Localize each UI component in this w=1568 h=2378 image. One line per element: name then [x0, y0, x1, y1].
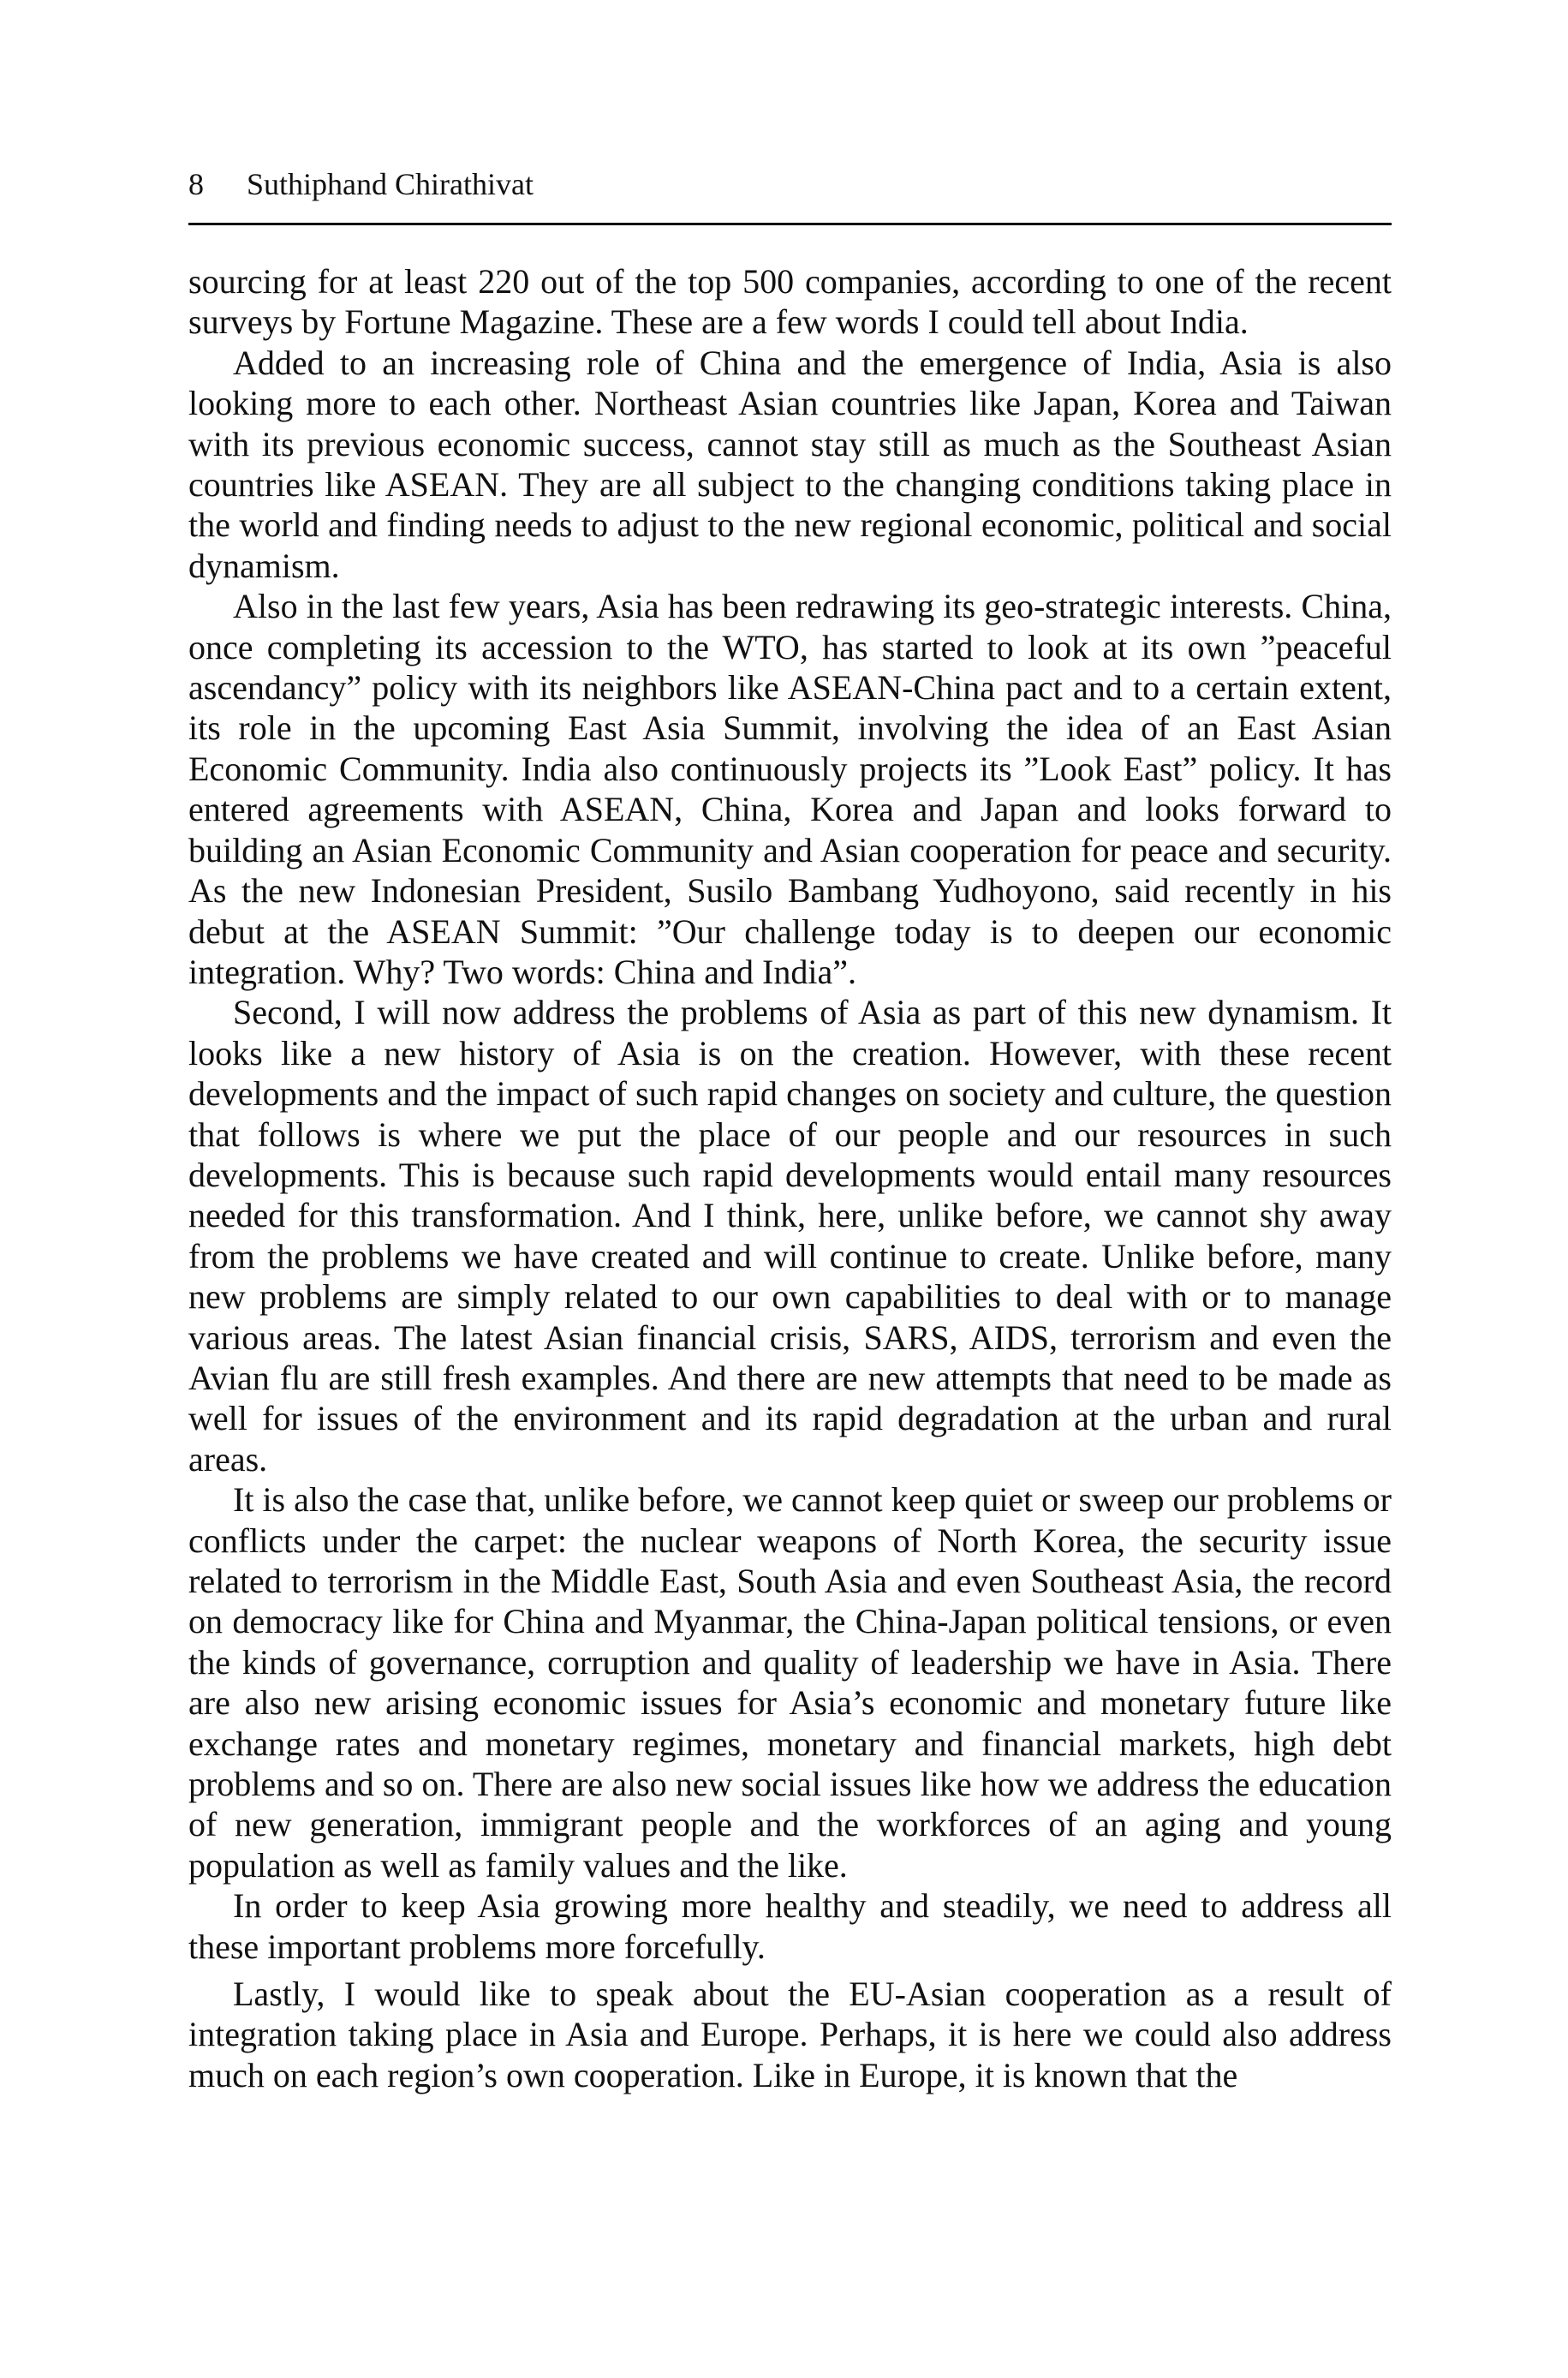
paragraph-6: In order to keep Asia growing more healthy and steadily, we need to address all these important problems more forcefully. [188, 1886, 1392, 1966]
paragraph-3: Also in the last few years, Asia has been redrawing its geo-strategic interests. China, once completing its accession to the WTO, has started to look at its own ”peaceful ascendancy” policy with its neighbors like ASEAN-China pact and to a certain extent, its role in the upcoming East Asia Summit, involving the idea of an East Asian Economic Community. India also continuously projects its ”Look East” policy. It has entered agreements with ASEAN, China, Korea and Japan and looks forward to building an Asian Economic Community and Asian cooperation for peace and security. As the new Indonesian President, Susilo Bambang Yudhoyono, said recently in his debut at the ASEAN Summit: ”Our challenge today is to deepen our economic integration. Why? Two words: China and India”. [188, 587, 1392, 991]
body-text [188, 261, 1392, 2095]
running-header [188, 165, 1392, 203]
paragraph-2: Added to an increasing role of China and the emergence of India, Asia is also looking more to each other. Northeast Asian countries like Japan, Korea and Taiwan with its previous economic success, cannot stay still as much as the Southeast Asian countries like ASEAN. They are all subject to the changing conditions taking place in the world and finding needs to adjust to the new regional economic, political and social dynamism. [188, 343, 1392, 585]
paragraph-7: Lastly, I would like to speak about the EU-Asian cooperation as a result of integration taking place in Asia and Europe. Perhaps, it is here we could also address much on each region’s own cooperation. Like in Europe, it is known that the [188, 1975, 1392, 2094]
running-head-author: Suthiphand Chirathivat [247, 167, 534, 201]
page-number: 8 [188, 167, 204, 201]
paragraph-5: It is also the case that, unlike before, we cannot keep quiet or sweep our problems or conflicts under the carpet: the nuclear weapons of North Korea, the security issue related to terrorism in the Middle East, South Asia and even Southeast Asia, the record on democracy like for China and Myanmar, the China-Japan political tensions, or even the kinds of governance, corruption and quality of leadership we have in Asia. There are also new arising economic issues for Asia’s economic and monetary future like exchange rates and monetary regimes, monetary and financial markets, high debt problems and so on. There are also new social issues like how we address the education of new generation, immigrant people and the workforces of an aging and young population as well as family values and the like. [188, 1480, 1392, 1885]
header-rule [188, 223, 1392, 225]
paragraph-1: sourcing for at least 220 out of the top 500 companies, according to one of the recent surveys by Fortune Magazine. These are a few words I could tell about India. [188, 262, 1392, 342]
book-page [188, 0, 1392, 2378]
paragraph-4: Second, I will now address the problems of Asia as part of this new dynamism. It looks like a new history of Asia is on the creation. However, with these recent developments and the impact of such rapid changes on society and culture, the question that follows is where we put the place of our people and our resources in such developments. This is because such rapid developments would entail many resources needed for this transformation. And I think, here, unlike before, we cannot shy away from the problems we have created and will continue to create. Unlike before, many new problems are simply related to our own capabilities to deal with or to manage various areas. The latest Asian financial crisis, SARS, AIDS, terrorism and even the Avian flu are still fresh examples. And there are new attempts that need to be made as well for issues of the environment and its rapid degradation at the urban and rural areas. [188, 993, 1392, 1479]
